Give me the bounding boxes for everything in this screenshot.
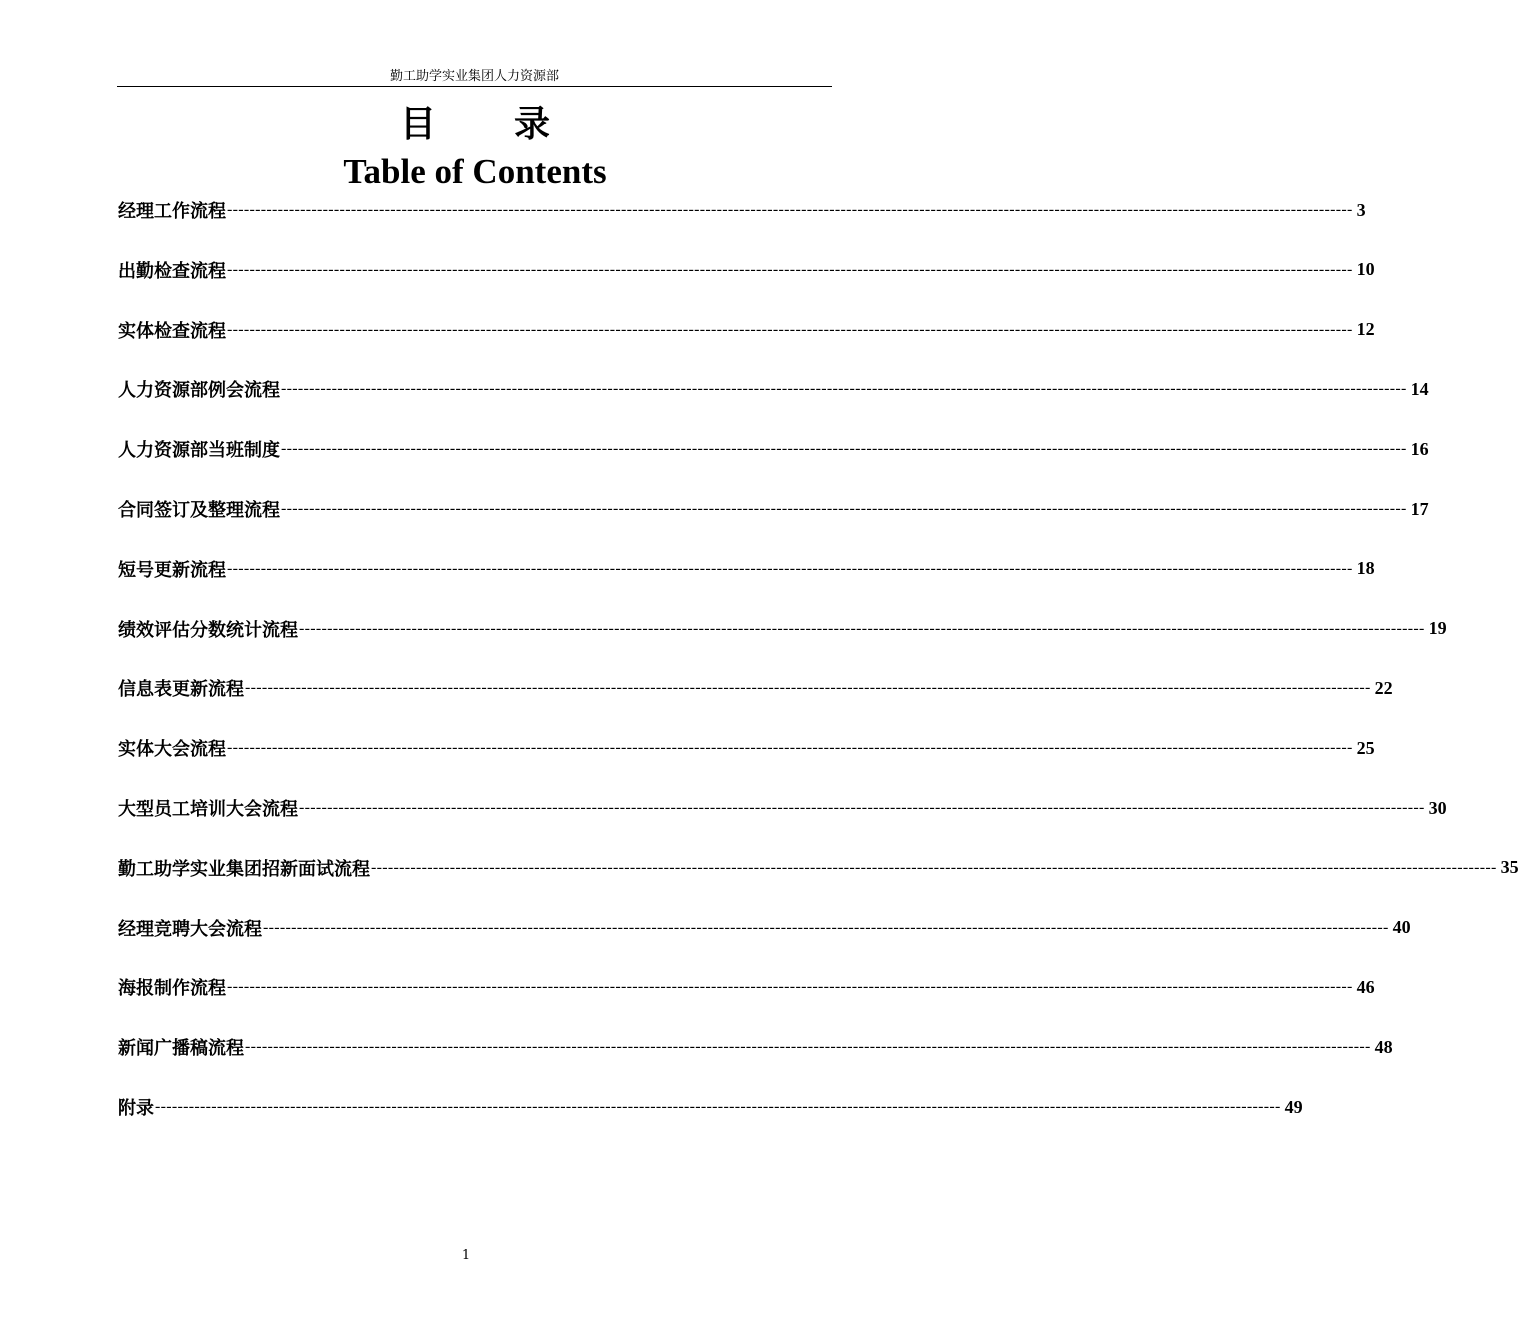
toc-dot-leader: -------------------------------------------------------------------------------------------------------------------------------------------------------------------------------------------------------- <box>227 978 1353 996</box>
toc-dot-leader: -------------------------------------------------------------------------------------------------------------------------------------------------------------------------------------------------------- <box>227 201 1353 218</box>
toc-dot-leader: -------------------------------------------------------------------------------------------------------------------------------------------------------------------------------------------------------- <box>281 440 1407 458</box>
toc-entry-page: 19 <box>1428 618 1447 639</box>
toc-entry-title: 新闻广播稿流程 <box>118 1038 244 1060</box>
toc-entry-title: 附录 <box>118 1098 154 1119</box>
toc-entry-page: 48 <box>1374 1036 1393 1057</box>
toc-entry-page: 17 <box>1410 498 1429 519</box>
title-cn-right: 录 <box>514 103 551 145</box>
toc-entry-page: 14 <box>1410 378 1429 399</box>
toc-dot-leader: -------------------------------------------------------------------------------------------------------------------------------------------------------------------------------------------------------- <box>227 559 1353 577</box>
toc-dot-leader: -------------------------------------------------------------------------------------------------------------------------------------------------------------------------------------------------------- <box>155 1098 1281 1115</box>
toc-entry-title: 出勤检查流程 <box>118 260 226 282</box>
toc-entry-title: 实体大会流程 <box>118 739 226 761</box>
toc-entry-title: 人力资源部当班制度 <box>118 440 280 462</box>
toc-entry[interactable] <box>118 673 1393 703</box>
page-number: 1 <box>461 1248 471 1263</box>
toc-dot-leader: -------------------------------------------------------------------------------------------------------------------------------------------------------------------------------------------------------- <box>299 799 1425 816</box>
toc-entry-title: 合同签订及整理流程 <box>118 500 280 521</box>
toc-dot-leader: -------------------------------------------------------------------------------------------------------------------------------------------------------------------------------------------------------- <box>263 918 1389 936</box>
toc-dot-leader: -------------------------------------------------------------------------------------------------------------------------------------------------------------------------------------------------------- <box>227 320 1353 338</box>
header-text: 勤工助学实业集团人力资源部 <box>389 69 559 84</box>
toc-entry[interactable] <box>118 853 1519 883</box>
toc-dot-leader: -------------------------------------------------------------------------------------------------------------------------------------------------------------------------------------------------------- <box>299 619 1425 637</box>
toc-entry-page: 30 <box>1428 797 1447 818</box>
toc-title-chinese <box>0 100 950 148</box>
toc-entry-title: 经理工作流程 <box>118 201 226 222</box>
toc-entry[interactable] <box>118 374 1429 404</box>
toc-entry-title: 信息表更新流程 <box>118 679 244 701</box>
toc-entry[interactable] <box>118 434 1429 464</box>
toc-dot-leader: -------------------------------------------------------------------------------------------------------------------------------------------------------------------------------------------------------- <box>227 739 1353 757</box>
toc-dot-leader: -------------------------------------------------------------------------------------------------------------------------------------------------------------------------------------------------------- <box>281 500 1407 517</box>
toc-entry-page: 46 <box>1356 976 1375 997</box>
toc-dot-leader: -------------------------------------------------------------------------------------------------------------------------------------------------------------------------------------------------------- <box>281 380 1407 398</box>
toc-entry-page: 18 <box>1356 558 1375 579</box>
toc-entry[interactable] <box>118 554 1375 584</box>
toc-entry-page: 12 <box>1356 319 1375 340</box>
toc-entry-page: 25 <box>1356 737 1375 758</box>
toc-entry[interactable] <box>118 255 1375 285</box>
toc-entry[interactable] <box>118 733 1375 763</box>
toc-dot-leader: -------------------------------------------------------------------------------------------------------------------------------------------------------------------------------------------------------- <box>227 260 1353 278</box>
toc-entry-title: 海报制作流程 <box>118 978 226 1000</box>
toc-entry[interactable] <box>118 913 1411 943</box>
toc-entry-title: 勤工助学实业集团招新面试流程 <box>118 858 370 880</box>
toc-entry-page: 40 <box>1392 917 1411 938</box>
toc-title-english: Table of Contents <box>343 152 607 191</box>
toc-entry[interactable] <box>118 1092 1303 1122</box>
toc-entry[interactable] <box>118 494 1429 524</box>
toc-entry-title: 人力资源部例会流程 <box>118 380 280 402</box>
toc-entry[interactable] <box>118 195 1366 225</box>
toc-entry[interactable] <box>118 972 1375 1002</box>
toc-dot-leader: -------------------------------------------------------------------------------------------------------------------------------------------------------------------------------------------------------- <box>245 1038 1371 1056</box>
toc-entry-page: 3 <box>1356 199 1366 220</box>
title-cn-left: 目 <box>399 103 436 145</box>
toc-dot-leader: -------------------------------------------------------------------------------------------------------------------------------------------------------------------------------------------------------- <box>371 858 1497 876</box>
toc-entry[interactable] <box>118 1032 1393 1062</box>
toc-entry-title: 大型员工培训大会流程 <box>118 799 298 820</box>
toc-entry-page: 49 <box>1284 1096 1303 1117</box>
toc-entry[interactable] <box>118 793 1447 823</box>
toc-entry[interactable] <box>118 315 1375 345</box>
page-header <box>117 68 832 87</box>
toc-entry-page: 22 <box>1374 677 1393 698</box>
toc-entry-title: 经理竞聘大会流程 <box>118 918 262 940</box>
toc-entry-title: 实体检查流程 <box>118 320 226 342</box>
toc-entry-title: 短号更新流程 <box>118 559 226 581</box>
toc-entry-page: 10 <box>1356 259 1375 280</box>
toc-dot-leader: -------------------------------------------------------------------------------------------------------------------------------------------------------------------------------------------------------- <box>245 679 1371 697</box>
toc-entry-title: 绩效评估分数统计流程 <box>118 619 298 641</box>
toc-entry-page: 16 <box>1410 438 1429 459</box>
toc-entry-page: 35 <box>1500 857 1519 878</box>
toc-entry[interactable] <box>118 614 1447 644</box>
